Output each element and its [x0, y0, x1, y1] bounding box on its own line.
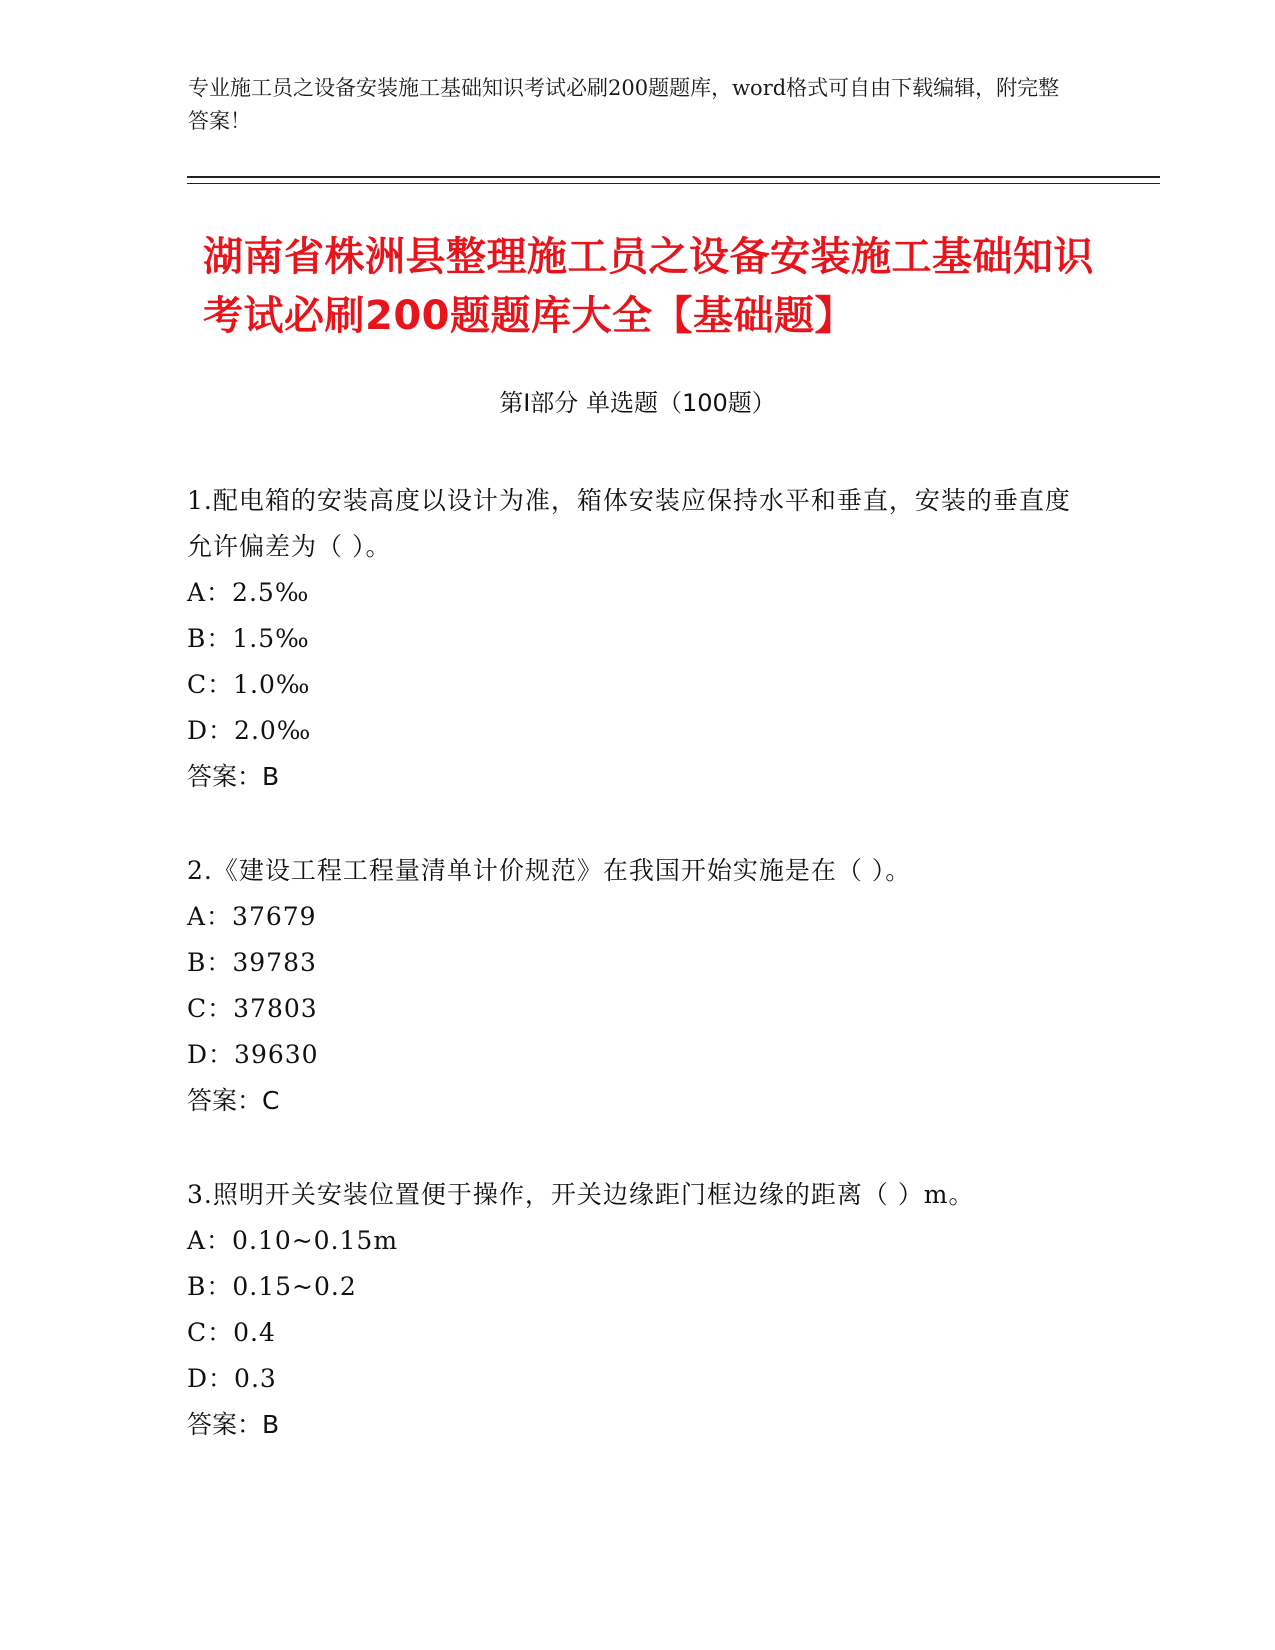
- option-b: B：0.15~0.2: [187, 1272, 357, 1301]
- header-divider-thick: [187, 176, 1160, 178]
- document-title: 湖南省株洲县整理施工员之设备安装施工基础知识考试必刷200题题库大全【基础题】: [203, 234, 1094, 339]
- option-c: C：0.4: [187, 1318, 276, 1347]
- option-c: C：1.0‰: [187, 670, 311, 699]
- option-d: D：0.3: [187, 1364, 277, 1393]
- option-b: B：39783: [187, 948, 317, 977]
- answer-line: 答案：B: [187, 1410, 280, 1439]
- answer-line: 答案：B: [187, 762, 280, 791]
- question-item: [187, 848, 1087, 1124]
- option-b: B：1.5‰: [187, 624, 310, 653]
- question-item: [187, 478, 1087, 800]
- option-a: A：37679: [187, 902, 317, 931]
- question-stem: 2.《建设工程工程量清单计价规范》在我国开始实施是在（ ）。: [187, 856, 912, 885]
- option-a: A：2.5‰: [187, 578, 310, 607]
- section-heading: 第I部分 单选题（100题）: [499, 389, 776, 417]
- option-d: D：39630: [187, 1040, 319, 1069]
- question-list: [187, 478, 1087, 1496]
- question-stem: 3.照明开关安装位置便于操作，开关边缘距门框边缘的距离（ ）m。: [187, 1180, 975, 1209]
- option-c: C：37803: [187, 994, 318, 1023]
- option-a: A：0.10~0.15m: [187, 1226, 399, 1255]
- question-item: [187, 1172, 1087, 1448]
- answer-line: 答案：C: [187, 1086, 280, 1115]
- option-d: D：2.0‰: [187, 716, 312, 745]
- header-note: 专业施工员之设备安装施工基础知识考试必刷200题题库，word格式可自由下载编辑，附完整答案！: [188, 76, 1060, 133]
- question-stem: 1.配电箱的安装高度以设计为准，箱体安装应保持水平和垂直，安装的垂直度允许偏差为（ ）。: [187, 486, 1071, 561]
- header-divider-thin: [187, 183, 1160, 184]
